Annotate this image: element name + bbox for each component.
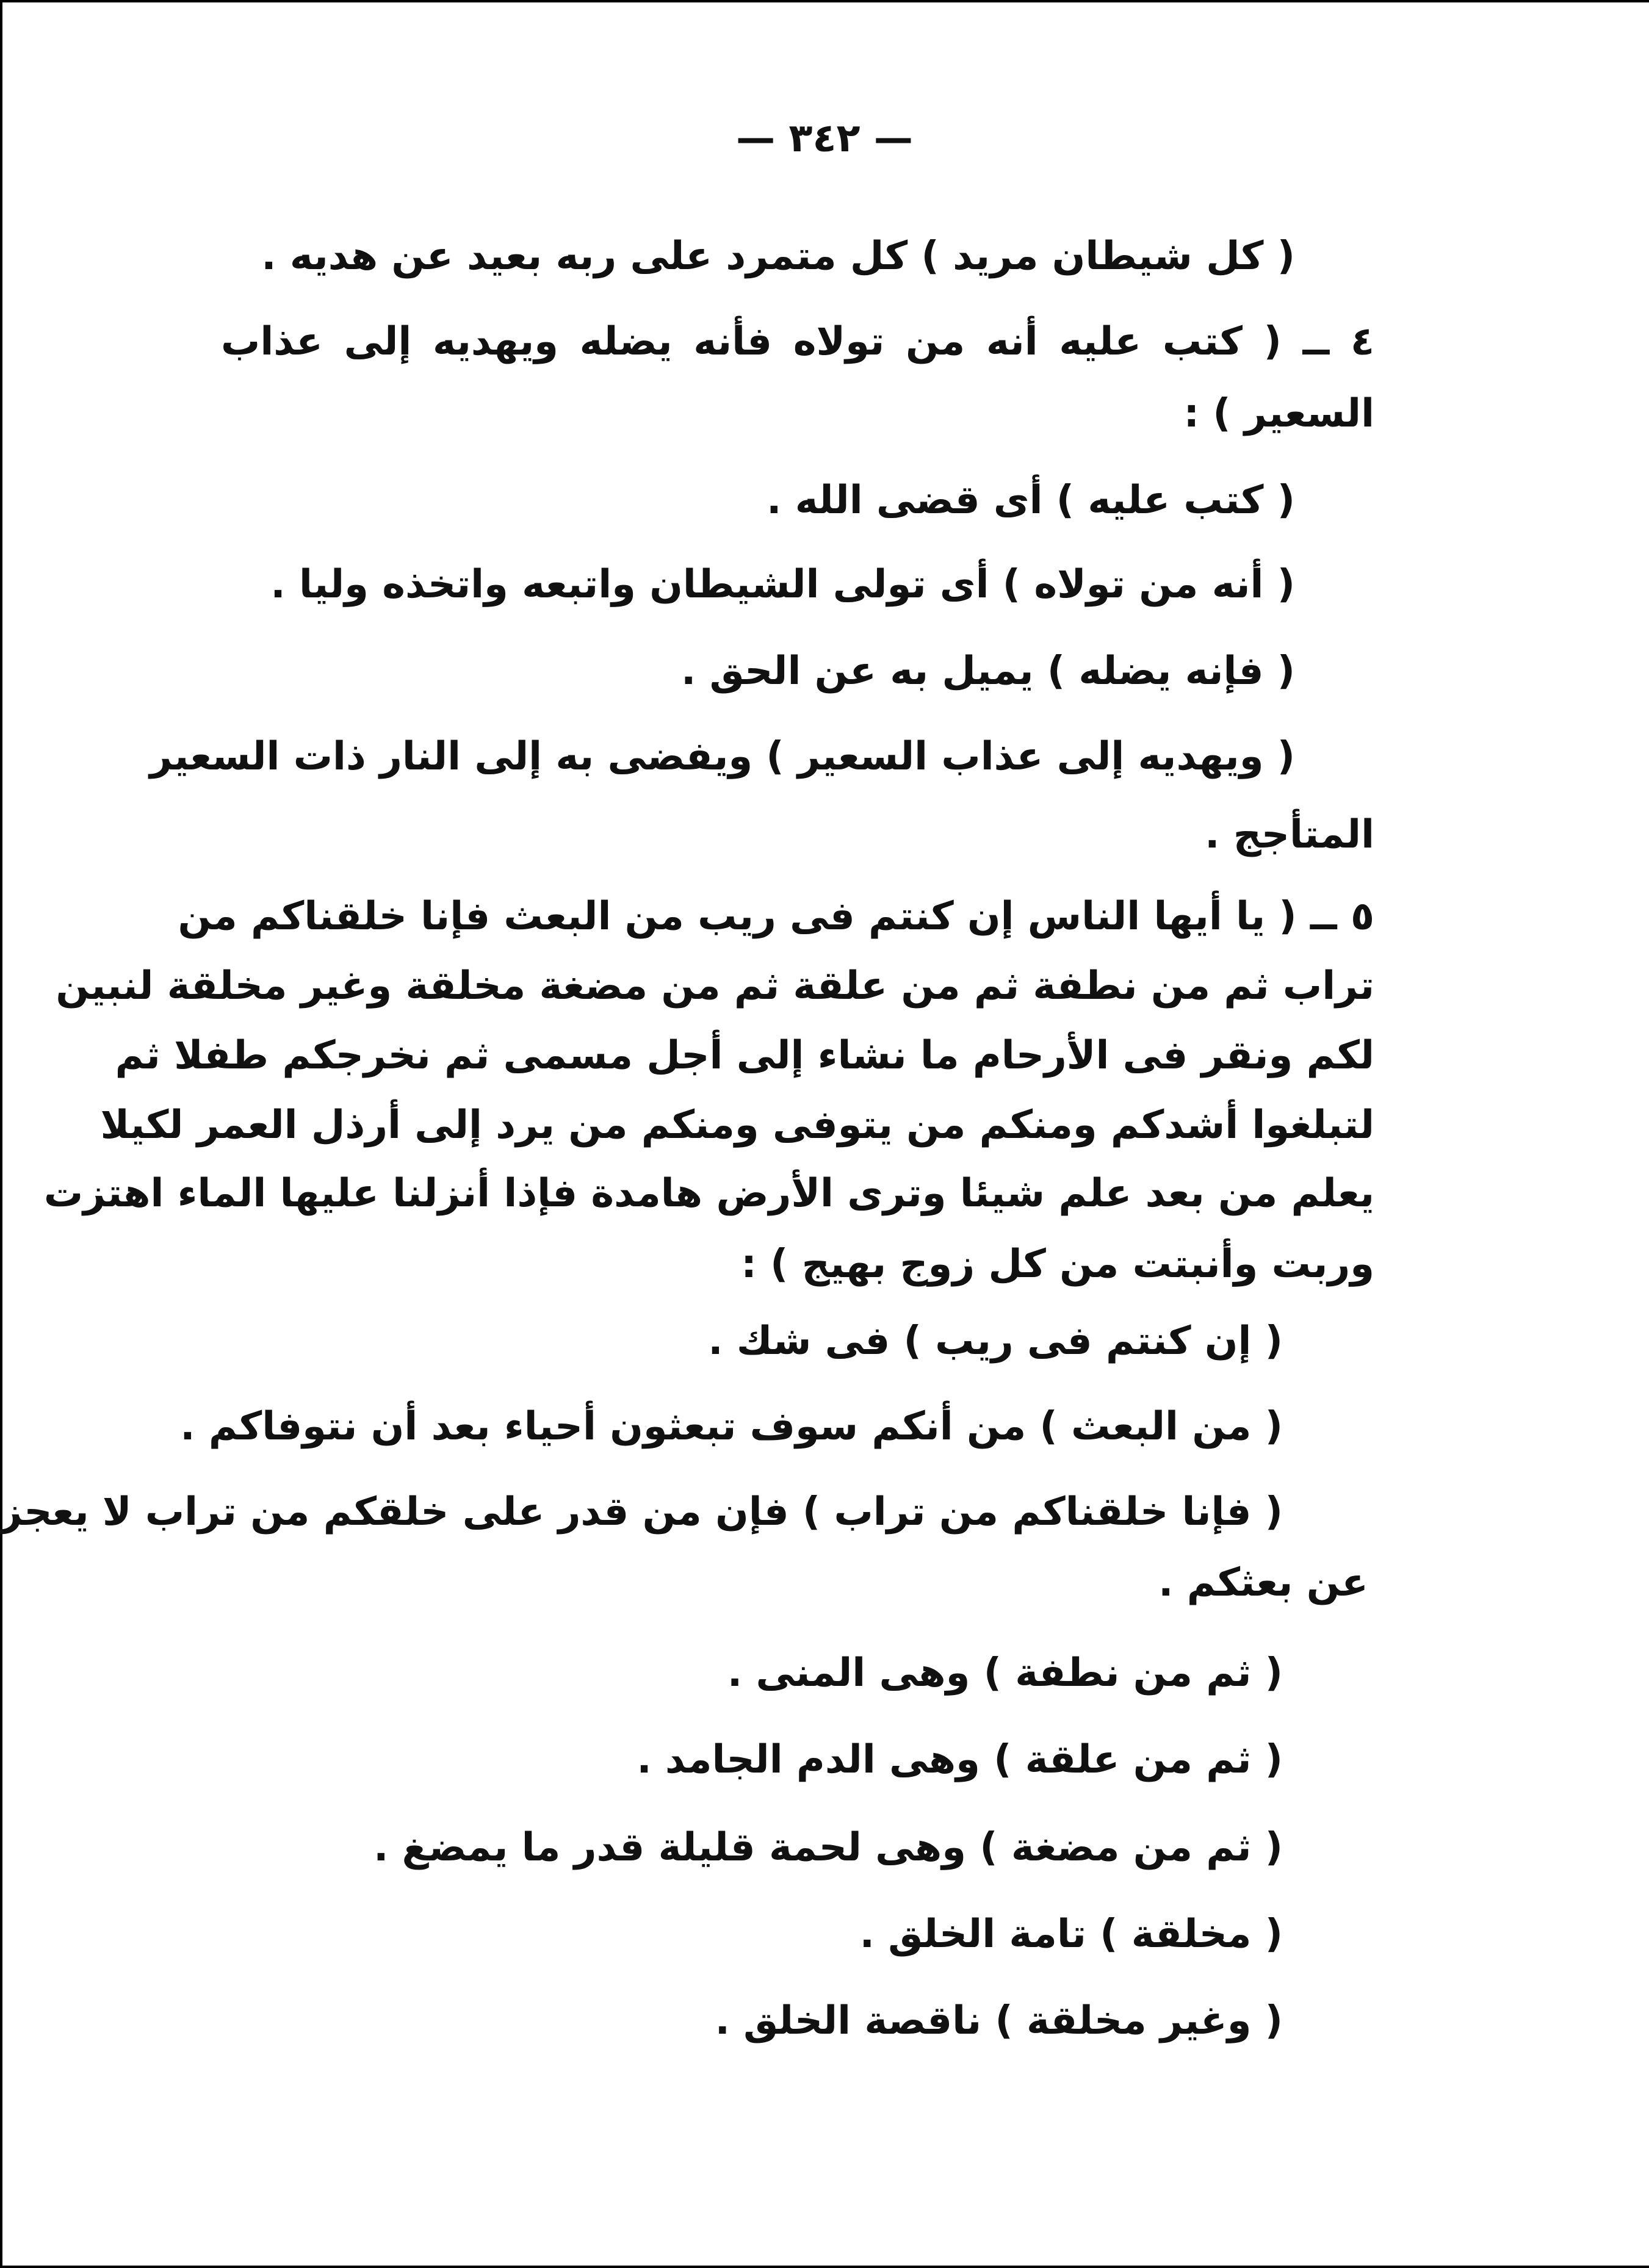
text-line: ( ويهديه إلى عذاب السعير ) ويفضى به إلى النار ذات السعير	[150, 734, 1295, 779]
text-line: ( مخلقة ) تامة الخلق .	[859, 1912, 1283, 1957]
text-line: ( كتب عليه ) أى قضى الله .	[767, 478, 1295, 523]
text-line: لتبلغوا أشدكم ومنكم من يتوفى ومنكم من يرد إلى أرذل العمر لكيلا	[100, 1103, 1374, 1148]
text-line: ٥ ــ ( يا أيها الناس إن كنتم فى ريب من البعث فإنا خلقناكم من	[178, 894, 1374, 939]
scan-border-top	[0, 0, 1649, 2]
scan-border-left	[0, 0, 2, 2268]
text-line: ( أنه من تولاه ) أى تولى الشيطان واتبعه واتخذه وليا .	[270, 562, 1295, 607]
page-number: — ٣٤٢ —	[736, 116, 913, 161]
text-line: يعلم من بعد علم شيئا وترى الأرض هامدة فإذا أنزلنا عليها الماء اهتزت	[43, 1171, 1374, 1216]
text-line: عن بعثكم .	[1158, 1560, 1368, 1605]
scan-border-bottom	[0, 2266, 1649, 2268]
text-line: ( إن كنتم فى ريب ) فى شك .	[708, 1319, 1283, 1364]
text-line: ( فإنه يضله ) يميل به عن الحق .	[681, 649, 1295, 694]
text-line: ( ثم من مضغة ) وهى لحمة قليلة قدر ما يمضغ .	[373, 1825, 1283, 1870]
text-line: لكم ونقر فى الأرحام ما نشاء إلى أجل مسمى ثم نخرجكم طفلا ثم	[115, 1033, 1374, 1078]
text-line: المتأجج .	[1205, 812, 1374, 857]
text-line: ( كل شيطان مريد ) كل متمرد على ربه بعيد عن هديه .	[261, 234, 1295, 279]
text-line: ( ثم من نطفة ) وهى المنى .	[727, 1651, 1283, 1696]
text-line: ( ثم من علقة ) وهى الدم الجامد .	[637, 1737, 1283, 1782]
text-line: ٤ ــ ( كتب عليه أنه من تولاه فأنه يضله ويهديه إلى عذاب	[221, 319, 1374, 364]
text-line: وربت وأنبتت من كل زوج بهيج ) :	[741, 1242, 1374, 1287]
text-line: ( من البعث ) من أنكم سوف تبعثون أحياء بعد أن نتوفاكم .	[180, 1404, 1283, 1449]
text-line: تراب ثم من نطفة ثم من علقة ثم من مضغة مخلقة وغير مخلقة لنبين	[56, 963, 1374, 1009]
text-line: ( فإنا خلقناكم من تراب ) فإن من قدر على خلقكم من تراب لا يعجز	[0, 1489, 1283, 1535]
text-line: السعير ) :	[1183, 391, 1374, 436]
text-line: ( وغير مخلقة ) ناقصة الخلق .	[715, 1998, 1283, 2043]
